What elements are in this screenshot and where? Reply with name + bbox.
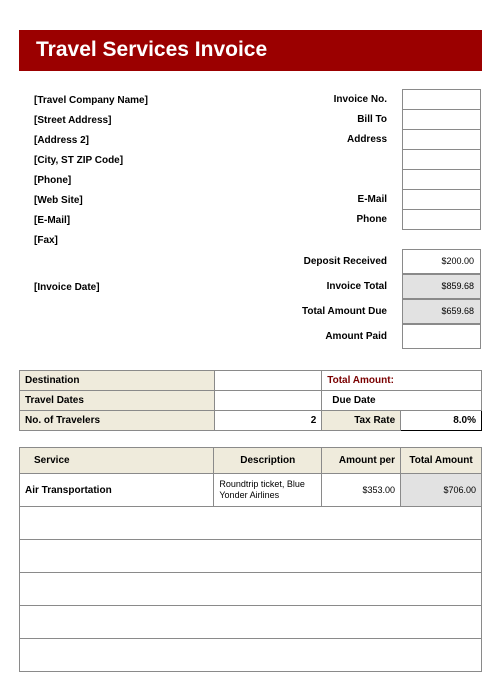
total-amount-label: Total Amount: [322,371,482,391]
invoice-no-field[interactable] [402,89,481,110]
company-email: [E-Mail] [34,215,71,226]
description-cell[interactable]: Roundtrip ticket, Blue Yonder Airlines [214,474,322,507]
company-website: [Web Site] [34,195,83,206]
amount-paid-label: Amount Paid [325,331,387,342]
amount-per-cell[interactable]: $353.00 [322,474,401,507]
empty-row-cell[interactable] [20,507,482,540]
table-row [20,573,482,606]
amount-paid-field[interactable] [402,324,481,349]
empty-row-cell[interactable] [20,639,482,672]
invoice-title: Travel Services Invoice [36,38,268,61]
invoice-no-label: Invoice No. [333,94,387,105]
header-description: Description [214,448,322,474]
service-cell[interactable]: Air Transportation [20,474,214,507]
invoice-date: [Invoice Date] [34,282,100,293]
travelers-value[interactable]: 2 [214,411,322,431]
table-row [20,540,482,573]
company-street: [Street Address] [34,115,112,126]
address-field-3[interactable] [402,169,481,190]
address-field-2[interactable] [402,149,481,170]
title-banner [19,30,482,71]
header-total-amount: Total Amount [401,448,482,474]
deposit-label: Deposit Received [303,256,387,267]
table-row [20,639,482,672]
amount-due-label: Total Amount Due [302,306,387,317]
table-row [20,474,482,507]
invoice-total-label: Invoice Total [326,281,387,292]
trip-row-dates [20,391,482,411]
company-phone: [Phone] [34,175,72,186]
empty-row-cell[interactable] [20,540,482,573]
destination-field[interactable] [214,371,322,391]
due-date-label: Due Date [322,391,482,411]
bill-to-label: Bill To [357,114,387,125]
phone-field[interactable] [402,209,481,230]
trip-details-table [19,370,482,431]
company-address2: [Address 2] [34,135,90,146]
company-name: [Travel Company Name] [34,95,148,106]
company-fax: [Fax] [34,235,58,246]
trip-row-destination [20,371,482,391]
empty-row-cell[interactable] [20,573,482,606]
company-city: [City, ST ZIP Code] [34,155,124,166]
services-header-row [20,448,482,474]
total-amount-cell: $706.00 [401,474,482,507]
header-amount-per: Amount per [322,448,401,474]
empty-row-cell[interactable] [20,606,482,639]
table-row [20,606,482,639]
email-field[interactable] [402,189,481,210]
travel-dates-label: Travel Dates [20,391,215,411]
address-label: Address [346,134,387,145]
address-field-1[interactable] [402,129,481,150]
travelers-label: No. of Travelers [20,411,215,431]
table-row [20,507,482,540]
tax-rate-label: Tax Rate [322,411,401,431]
email-label: E-Mail [357,194,387,205]
header-service: Service [20,448,214,474]
phone-label: Phone [356,214,387,225]
travel-dates-field[interactable] [214,391,322,411]
amount-due-value: $659.68 [402,299,481,324]
tax-rate-value[interactable]: 8.0% [401,411,482,431]
bill-to-field[interactable] [402,109,481,130]
trip-row-travelers [20,411,482,431]
deposit-value[interactable]: $200.00 [402,249,481,274]
invoice-total-value: $859.68 [402,274,481,299]
services-table [19,447,482,672]
destination-label: Destination [20,371,215,391]
